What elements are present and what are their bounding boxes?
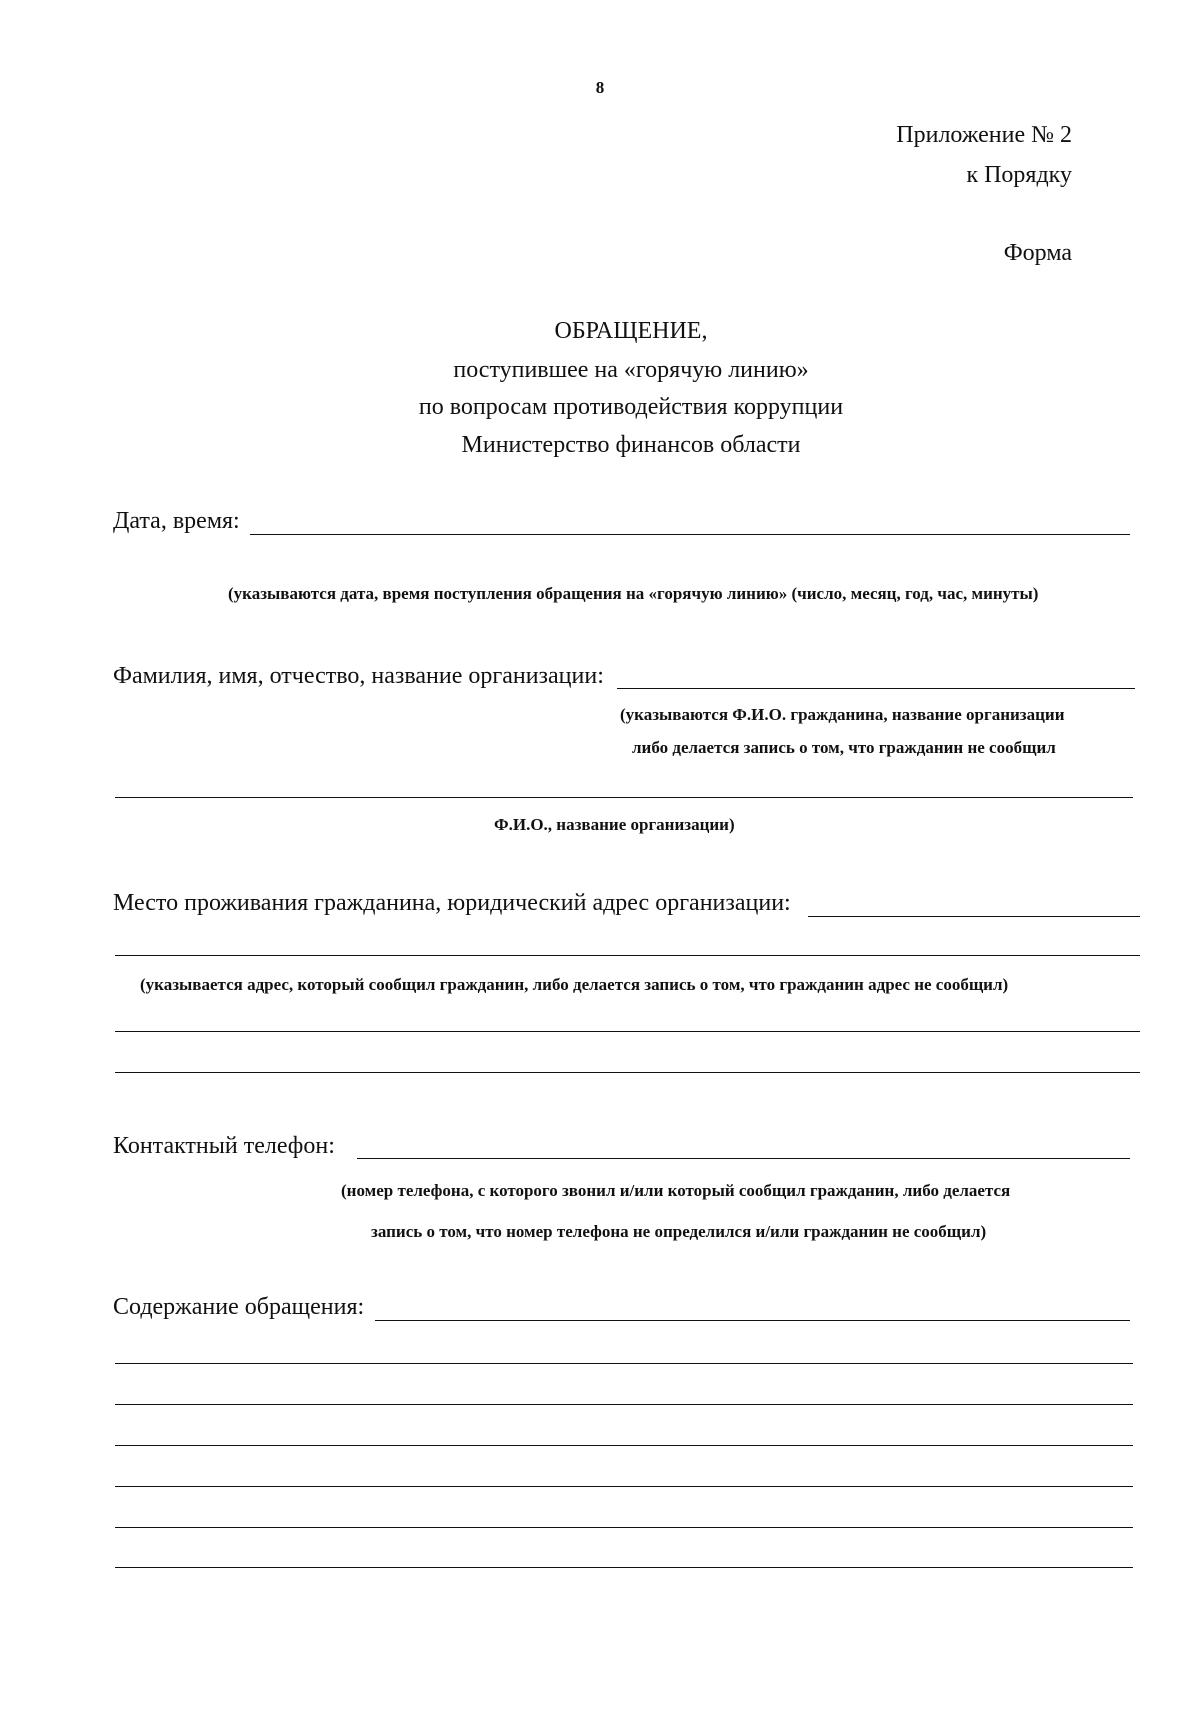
address-input-line[interactable] xyxy=(808,916,1140,917)
name-organization-input-line-2[interactable] xyxy=(115,797,1133,798)
date-time-hint: (указываются дата, время поступления обращения на «горячую линию» (число, месяц, год, час, минуты) xyxy=(228,584,1039,603)
name-organization-hint-1: (указываются Ф.И.О. гражданина, название организации xyxy=(620,705,1065,724)
phone-hint-2: запись о том, что номер телефона не определился и/или гражданин не сообщил) xyxy=(371,1222,987,1241)
address-hint: (указывается адрес, который сообщил гражданин, либо делается запись о том, что гражданин адрес не сообщил) xyxy=(140,975,1009,994)
phone-label: Контактный телефон: xyxy=(113,1133,335,1159)
appendix-subtitle: к Порядку xyxy=(966,162,1072,188)
name-organization-input-line[interactable] xyxy=(617,688,1135,689)
form-label: Форма xyxy=(1003,240,1072,266)
address-input-line-3[interactable] xyxy=(115,1031,1140,1032)
page-number: 8 xyxy=(595,78,605,97)
content-input-line-4[interactable] xyxy=(115,1445,1133,1446)
content-input-line-2[interactable] xyxy=(115,1363,1133,1364)
name-organization-label: Фамилия, имя, отчество, название организации: xyxy=(113,663,604,689)
document-title: ОБРАЩЕНИЕ, xyxy=(554,318,708,344)
content-input-line-6[interactable] xyxy=(115,1527,1133,1528)
name-organization-hint-3: Ф.И.О., название организации) xyxy=(494,815,735,834)
address-input-line-2[interactable] xyxy=(115,955,1140,956)
content-input-line-7[interactable] xyxy=(115,1567,1133,1568)
appendix-title: Приложение № 2 xyxy=(896,122,1072,148)
document-subtitle-1: поступившее на «горячую линию» xyxy=(453,357,809,383)
content-input-line-1[interactable] xyxy=(375,1320,1130,1321)
address-input-line-4[interactable] xyxy=(115,1072,1140,1073)
address-label: Место проживания гражданина, юридический адрес организации: xyxy=(113,890,791,916)
content-input-line-3[interactable] xyxy=(115,1404,1133,1405)
name-organization-hint-2: либо делается запись о том, что гражданин не сообщил xyxy=(632,738,1056,757)
date-time-input-line[interactable] xyxy=(250,534,1130,535)
document-subtitle-3: Министерство финансов области xyxy=(461,432,801,458)
phone-hint-1: (номер телефона, с которого звонил и/или который сообщил гражданин, либо делается xyxy=(341,1181,1011,1200)
date-time-label: Дата, время: xyxy=(113,508,240,534)
content-input-line-5[interactable] xyxy=(115,1486,1133,1487)
phone-input-line[interactable] xyxy=(357,1158,1130,1159)
content-label: Содержание обращения: xyxy=(113,1294,365,1320)
document-subtitle-2: по вопросам противодействия коррупции xyxy=(418,394,844,420)
